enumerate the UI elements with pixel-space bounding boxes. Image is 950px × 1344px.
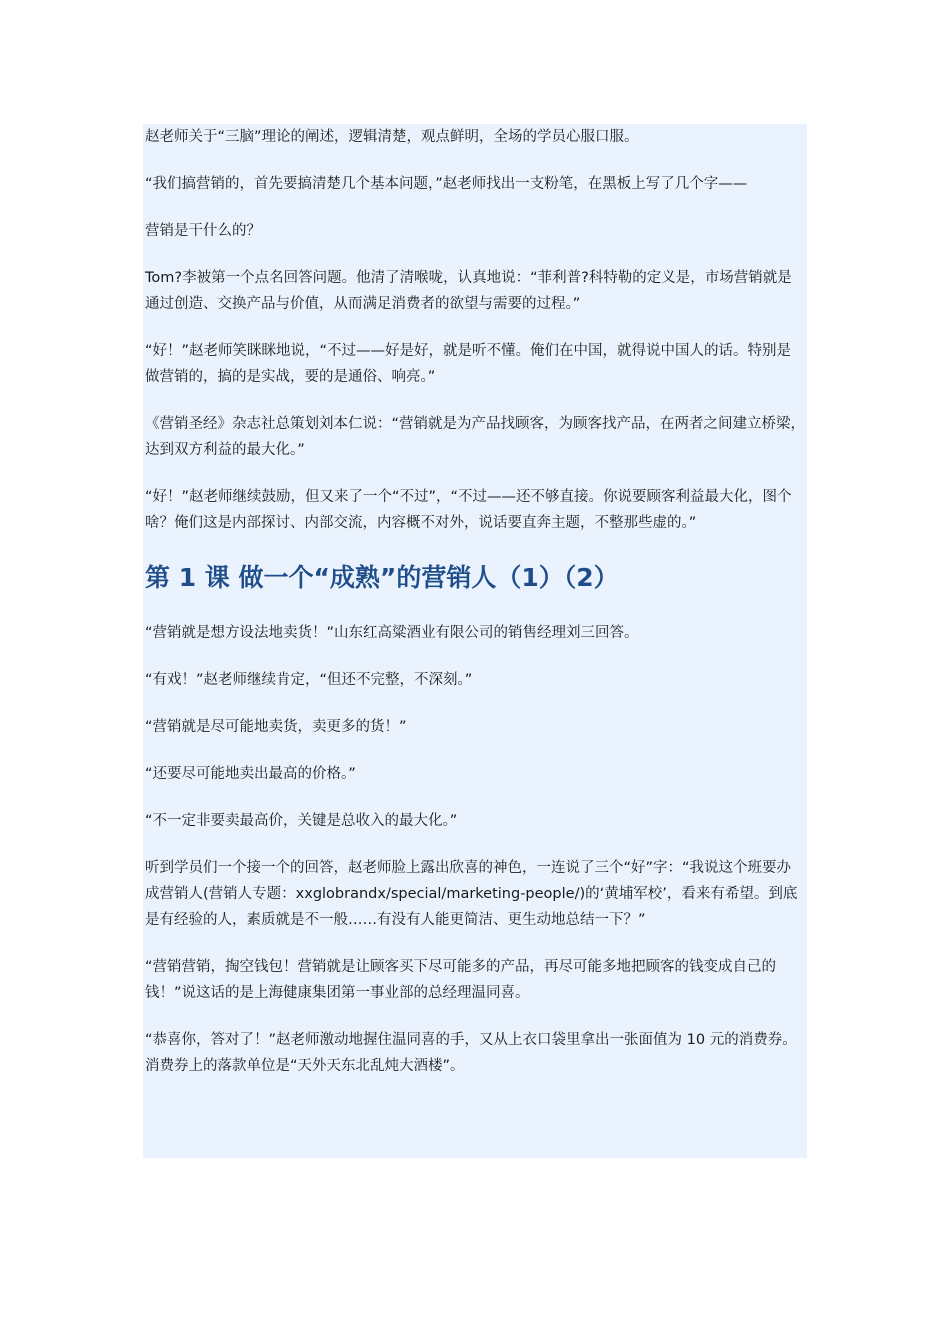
paragraph: “营销营销，掏空钱包！营销就是让顾客买下尽可能多的产品，再尽可能多地把顾客的钱变成自己的钱！”说这话的是上海健康集团第一事业部的总经理温同喜。 xyxy=(145,959,777,1001)
paragraph: “还要尽可能地卖出最高的价格。” xyxy=(145,766,356,782)
paragraph: “营销就是想方设法地卖货！”山东红高粱酒业有限公司的销售经理刘三回答。 xyxy=(145,625,639,641)
paragraph: “好！”赵老师笑眯眯地说，“不过——好是好，就是听不懂。俺们在中国，就得说中国人的话。特别是做营销的，搞的是实战，要的是通俗、响亮。” xyxy=(145,343,792,385)
paragraph: “不一定非要卖最高价，关键是总收入的最大化。” xyxy=(145,813,458,829)
section-heading: 第 1 课 做一个“成熟”的营销人（1）（2） xyxy=(145,563,619,592)
paragraph: “好！”赵老师继续鼓励，但又来了一个“不过”，“不过——还不够直接。你说要顾客利益最大化，图个啥？俺们这是内部探讨、内部交流，内容概不对外，说话要直奔主题，不整那些虚的。” xyxy=(145,489,792,531)
paragraph: 赵老师关于“三脑”理论的阐述，逻辑清楚，观点鲜明，全场的学员心服口服。 xyxy=(145,129,639,145)
paragraph: Tom?李被第一个点名回答问题。他清了清喉咙，认真地说：“菲利普?科特勒的定义是，市场营销就是通过创造、交换产品与价值，从而满足消费者的欲望与需要的过程。” xyxy=(145,270,792,312)
paragraph: 听到学员们一个接一个的回答，赵老师脸上露出欣喜的神色，一连说了三个“好”字：“我说这个班要办成营销人(营销人专题：xxglobrandx/special/marketing-people/)的‘黄埔军校’，看来有希望。到底是有经验的人，素质就是不一般……有没有人能更简洁、更生动地总结一下？” xyxy=(145,860,798,928)
paragraph: 营销是干什么的？ xyxy=(145,223,261,239)
paragraph: “有戏！”赵老师继续肯定，“但还不完整，不深刻。” xyxy=(145,672,473,688)
document-body xyxy=(143,124,807,1158)
paragraph: “我们搞营销的，首先要搞清楚几个基本问题，”赵老师找出一支粉笔，在黑板上写了几个字—— xyxy=(145,176,748,192)
paragraph: “营销就是尽可能地卖货，卖更多的货！” xyxy=(145,719,407,735)
paragraph: 《营销圣经》杂志社总策划刘本仁说：“营销就是为产品找顾客，为顾客找产品，在两者之间建立桥梁，达到双方利益的最大化。” xyxy=(145,416,806,458)
paragraph: “恭喜你，答对了！”赵老师激动地握住温同喜的手，又从上衣口袋里拿出一张面值为 10 元的消费券。消费券上的落款单位是“天外天东北乱炖大酒楼”。 xyxy=(145,1032,797,1074)
